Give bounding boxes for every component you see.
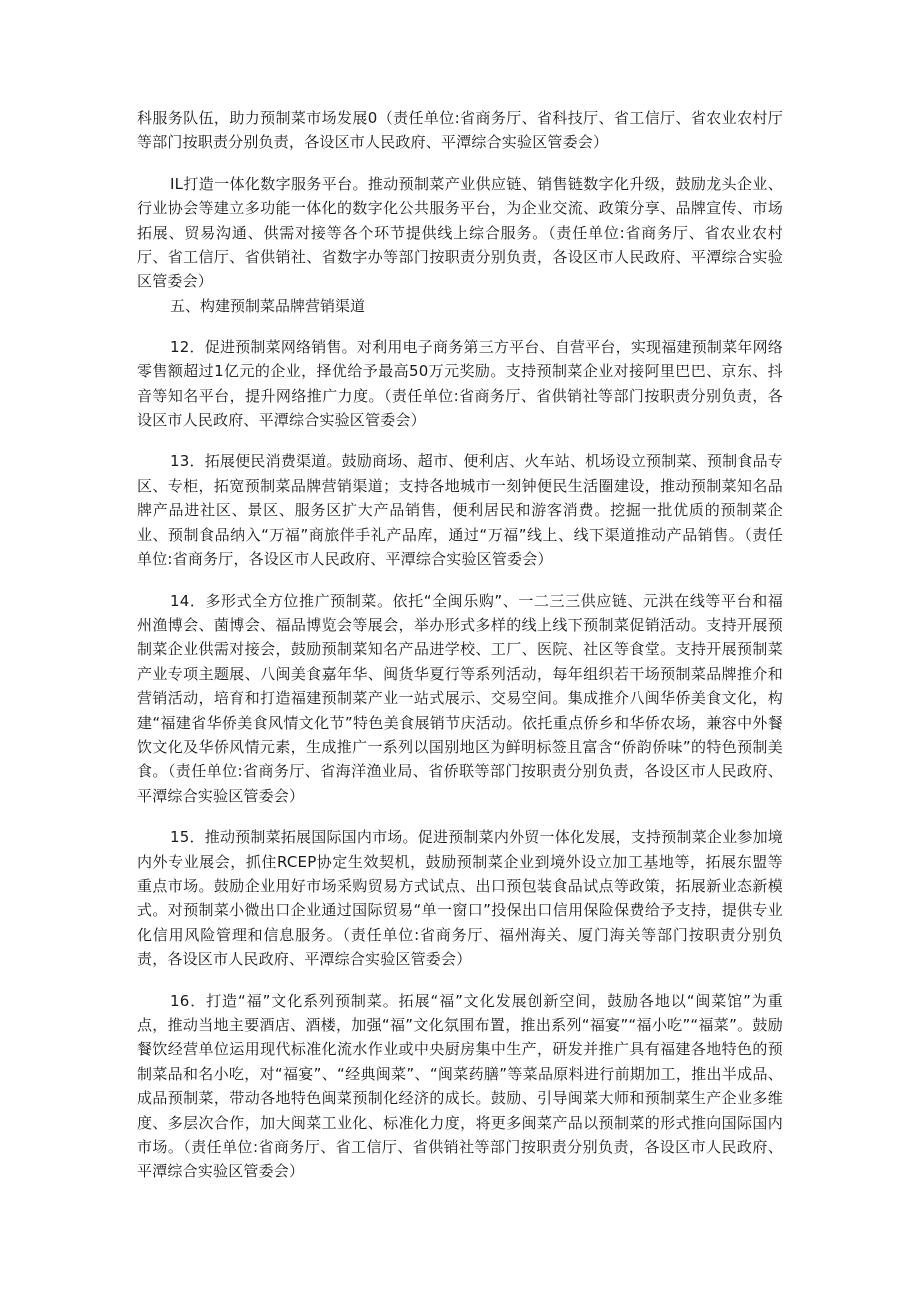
paragraph-item-16: 16．打造“福”文化系列预制菜。拓展“福”文化发展创新空间，鼓励各地以“闽菜馆”为重点，推动当地主要酒店、酒楼，加强“福”文化氛围布置，推出系列“福宴”“福小吃”“福菜”。鼓励餐饮经营单位运用现代标准化流水作业或中央厨房集中生产，研发并推广具有福建各地特色的预制菜品和名小吃，对“福宴”、“经典闽菜”、“闽菜药膳”等菜品原料进行前期加工，推出半成品、成品预制菜，带动各地特色闽菜预制化经济的成长。鼓励、引导闽菜大师和预制菜生产企业多维度、多层次合作，加大闽菜工业化、标准化力度，将更多闽菜产品以预制菜的形式推向国际国内市场。（责任单位:省商务厅、省工信厅、省供销社等部门按职责分别负责，各设区市人民政府、平潭综合实验区管委会） bbox=[137, 991, 783, 1181]
document-page bbox=[137, 106, 783, 1184]
paragraph-continuation: 科服务队伍，助力预制菜市场发展0（责任单位:省商务厅、省科技厅、省工信厅、省农业农村厅等部门按职责分别负责，各设区市人民政府、平潭综合实验区管委会） bbox=[137, 109, 783, 152]
section-heading: 五、构建预制菜品牌营销渠道 bbox=[170, 296, 366, 315]
paragraph-item-12: 12．促进预制菜网络销售。对利用电子商务第三方平台、自营平台，实现福建预制菜年网络零售额超过1亿元的企业，择优给予最高50万元奖励。支持预制菜企业对接阿里巴巴、京东、抖音等知名平台，提升网络推广力度。（责任单位:省商务厅、省供销社等部门按职责分别负责，各设区市人民政府、平潭综合实验区管委会） bbox=[137, 337, 783, 430]
paragraph-item-13: 13．拓展便民消费渠道。鼓励商场、超市、便利店、火车站、机场设立预制菜、预制食品专区、专柜，拓宽预制菜品牌营销渠道；支持各地城市一刻钟便民生活圈建设，推动预制菜知名品牌产品进社区、景区、服务区扩大产品销售，便利居民和游客消费。挖掘一批优质的预制菜企业、预制食品纳入“万福”商旅伴手礼产品库，通过“万福”线上、线下渠道推动产品销售。（责任单位:省商务厅，各设区市人民政府、平潭综合实验区管委会） bbox=[137, 452, 783, 569]
paragraph-item-14: 14．多形式全方位推广预制菜。依托“全闽乐购”、一二三三供应链、元洪在线等平台和福州渔博会、菌博会、福品博览会等展会，举办形式多样的线上线下预制菜促销活动。支持开展预制菜企业供需对接会，鼓励预制菜知名产品进学校、工厂、医院、社区等食堂。支持开展预制菜产业专项主题展、八闽美食嘉年华、闽货华夏行等系列活动，每年组织若干场预制菜品牌推介和营销活动，培育和打造福建预制菜产业一站式展示、交易空间。集成推介八闽华侨美食文化，构建“福建省华侨美食风情文化节”特色美食展销节庆活动。依托重点侨乡和华侨农场，兼容中外餐饮文化及华侨风情元素，生成推广一系列以国别地区为鲜明标签且富含“侨韵侨味”的特色预制美食。（责任单位:省商务厅、省海洋渔业局、省侨联等部门按职责分别负责，各设区市人民政府、平潭综合实验区管委会） bbox=[137, 591, 783, 805]
paragraph-item-15: 15．推动预制菜拓展国际国内市场。促进预制菜内外贸一体化发展，支持预制菜企业参加境内外专业展会，抓住RCEP协定生效契机，鼓励预制菜企业到境外设立加工基地等，拓展东盟等重点市场。鼓励企业用好市场采购贸易方式试点、出口预包装食品试点等政策，拓展新业态新模式。对预制菜小微出口企业通过国际贸易“单一窗口”投保出口信用保险保费给予支持，提供专业化信用风险管理和信息服务。（责任单位:省商务厅、福州海关、厦门海关等部门按职责分别负责，各设区市人民政府、平潭综合实验区管委会） bbox=[137, 828, 783, 969]
paragraph-item-11: IL打造一体化数字服务平台。推动预制菜产业供应链、销售链数字化升级，鼓励龙头企业、行业协会等建立多功能一体化的数字化公共服务平台，为企业交流、政策分享、品牌宣传、市场拓展、贸易沟通、供需对接等各个环节提供线上综合服务。（责任单位:省商务厅、省农业农村厅、省工信厅、省供销社、省数字办等部门按职责分别负责，各设区市人民政府、平潭综合实验区管委会） bbox=[137, 174, 783, 291]
